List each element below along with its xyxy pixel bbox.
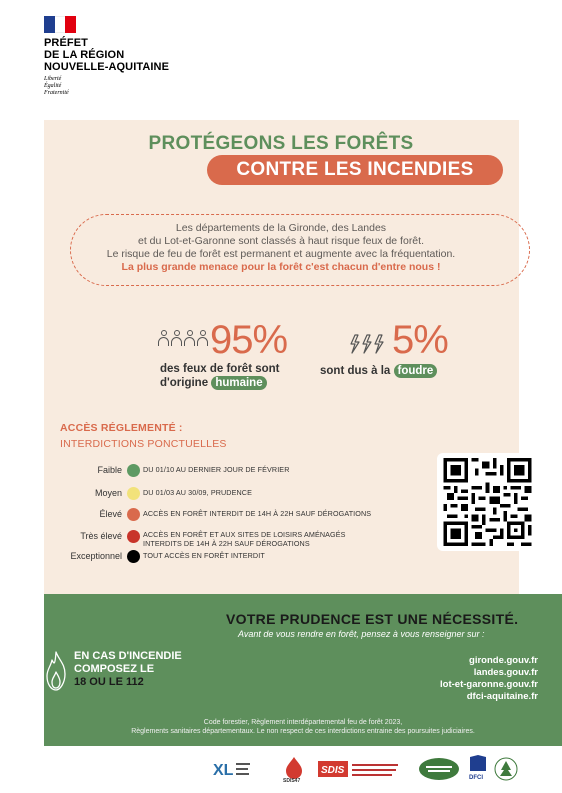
level-name: Très élevé — [80, 531, 122, 541]
stat2-highlight: foudre — [394, 364, 438, 378]
level-row-eleve — [50, 507, 140, 521]
website-list — [440, 655, 538, 703]
level-dot-green — [127, 464, 140, 477]
level-name: Faible — [97, 465, 122, 475]
level-desc: TOUT ACCÈS EN FORÊT INTERDIT — [143, 551, 265, 560]
stat1-label-prefix: d'origine — [160, 377, 209, 389]
devise-line: Fraternité — [44, 90, 69, 96]
acces-title: ACCÈS RÉGLEMENTÉ : — [60, 422, 183, 434]
emergency-line: EN CAS D'INCENDIE — [74, 650, 182, 662]
level-dot-red — [127, 530, 140, 543]
stat2-label-prefix: sont dus à la — [320, 365, 391, 377]
level-desc: DU 01/03 AU 30/09, PRUDENCE — [143, 488, 252, 497]
level-name: Élevé — [99, 509, 122, 519]
legal-line: Règlements sanitaires départementaux. Le non respect de ces interdictions entraine des poursuites judiciaires. — [131, 728, 475, 735]
website-link[interactable]: dfci-aquitaine.fr — [466, 691, 538, 702]
prudence-heading: VOTRE PRUDENCE EST UNE NÉCESSITÉ. — [226, 611, 519, 627]
forestry-association-logo — [418, 755, 460, 783]
prefet-line: DE LA RÉGION — [44, 49, 125, 61]
renseigner-text: Avant de vous rendre en forêt, pensez à vous renseigner sur : — [238, 629, 485, 639]
website-link[interactable]: lot-et-garonne.gouv.fr — [440, 679, 538, 690]
stat-95-percent: 95% — [210, 318, 288, 362]
intro-line: Le risque de feu de forêt est permanent et augmente avec la fréquentation. — [106, 248, 456, 260]
acces-subtitle: INTERDICTIONS PONCTUELLES — [60, 438, 227, 450]
intro-line: Les départements de la Gironde, des Landes — [175, 222, 387, 234]
level-name: Exceptionnel — [70, 551, 122, 561]
stat1-label: des feux de forêt sont — [160, 363, 280, 375]
intro-text — [52, 222, 510, 274]
level-desc-line: ACCÈS EN FORÊT ET AUX SITES DE LOISIRS AMÉNAGÉS — [143, 530, 346, 539]
logo-text: DFCI — [469, 775, 483, 781]
prefet-line: PRÉFET — [44, 37, 88, 49]
legal-text — [44, 718, 562, 736]
level-row-moyen — [50, 486, 140, 500]
emergency-info — [74, 650, 182, 689]
level-row-exceptionnel — [50, 549, 140, 563]
sdis47-logo — [282, 755, 306, 783]
dfci-logo — [468, 755, 488, 783]
level-desc — [143, 530, 346, 548]
website-link[interactable]: gironde.gouv.fr — [469, 655, 538, 666]
level-desc: ACCÈS EN FORÊT INTERDIT DE 14H À 22H SAUF DÉROGATIONS — [143, 509, 372, 518]
prefet-line: NOUVELLE-AQUITAINE — [44, 61, 170, 73]
stat1-label-line2 — [160, 376, 267, 390]
devise — [44, 76, 69, 97]
emergency-numbers: 18 OU LE 112 — [74, 676, 144, 688]
level-name: Moyen — [94, 488, 122, 498]
logo-text: SDIS — [321, 765, 345, 776]
headline-line1: PROTÉGEONS LES FORÊTS — [148, 133, 414, 154]
emergency-line: COMPOSEZ LE — [74, 663, 155, 675]
xl-landes-logo — [212, 755, 252, 783]
fire-icon — [45, 650, 67, 692]
level-row-tres-eleve — [50, 529, 140, 543]
lightning-icon — [348, 333, 388, 360]
level-desc-line: INTERDITS DE 14H À 22H SAUF DÉROGATIONS — [143, 539, 310, 548]
logo-text: SDIS47 — [283, 778, 301, 783]
devise-line: Égalité — [44, 83, 62, 89]
level-row-faible — [50, 463, 140, 477]
intro-line: et du Lot-et-Garonne sont classés à haut risque feux de forêt. — [137, 235, 424, 247]
prefet-title — [44, 37, 169, 73]
qr-code[interactable] — [437, 453, 538, 551]
level-dot-yellow — [127, 487, 140, 500]
website-link[interactable]: landes.gouv.fr — [473, 667, 538, 678]
level-desc: DU 01/10 AU DERNIER JOUR DE FÉVRIER — [143, 465, 290, 474]
devise-line: Liberté — [44, 76, 62, 82]
stat-5-percent: 5% — [392, 318, 448, 362]
partner-logos — [210, 755, 520, 785]
sdis-logo — [318, 755, 402, 783]
people-icon — [158, 330, 208, 346]
forest-seal-logo — [494, 755, 518, 783]
level-dot-orange — [127, 508, 140, 521]
level-dot-black — [127, 550, 140, 563]
legal-line: Code forestier, Règlement interdépartemental feu de forêt 2023, — [203, 719, 403, 726]
intro-emphasis: La plus grande menace pour la forêt c'est chacun d'entre nous ! — [121, 261, 441, 273]
headline-line2: CONTRE LES INCENDIES — [207, 155, 503, 185]
qr-code-icon — [442, 458, 533, 546]
logo-text: XL — [213, 762, 234, 779]
stat1-highlight: humaine — [211, 376, 266, 390]
marianne-flag-logo — [44, 16, 76, 33]
stat2-label — [320, 364, 437, 378]
